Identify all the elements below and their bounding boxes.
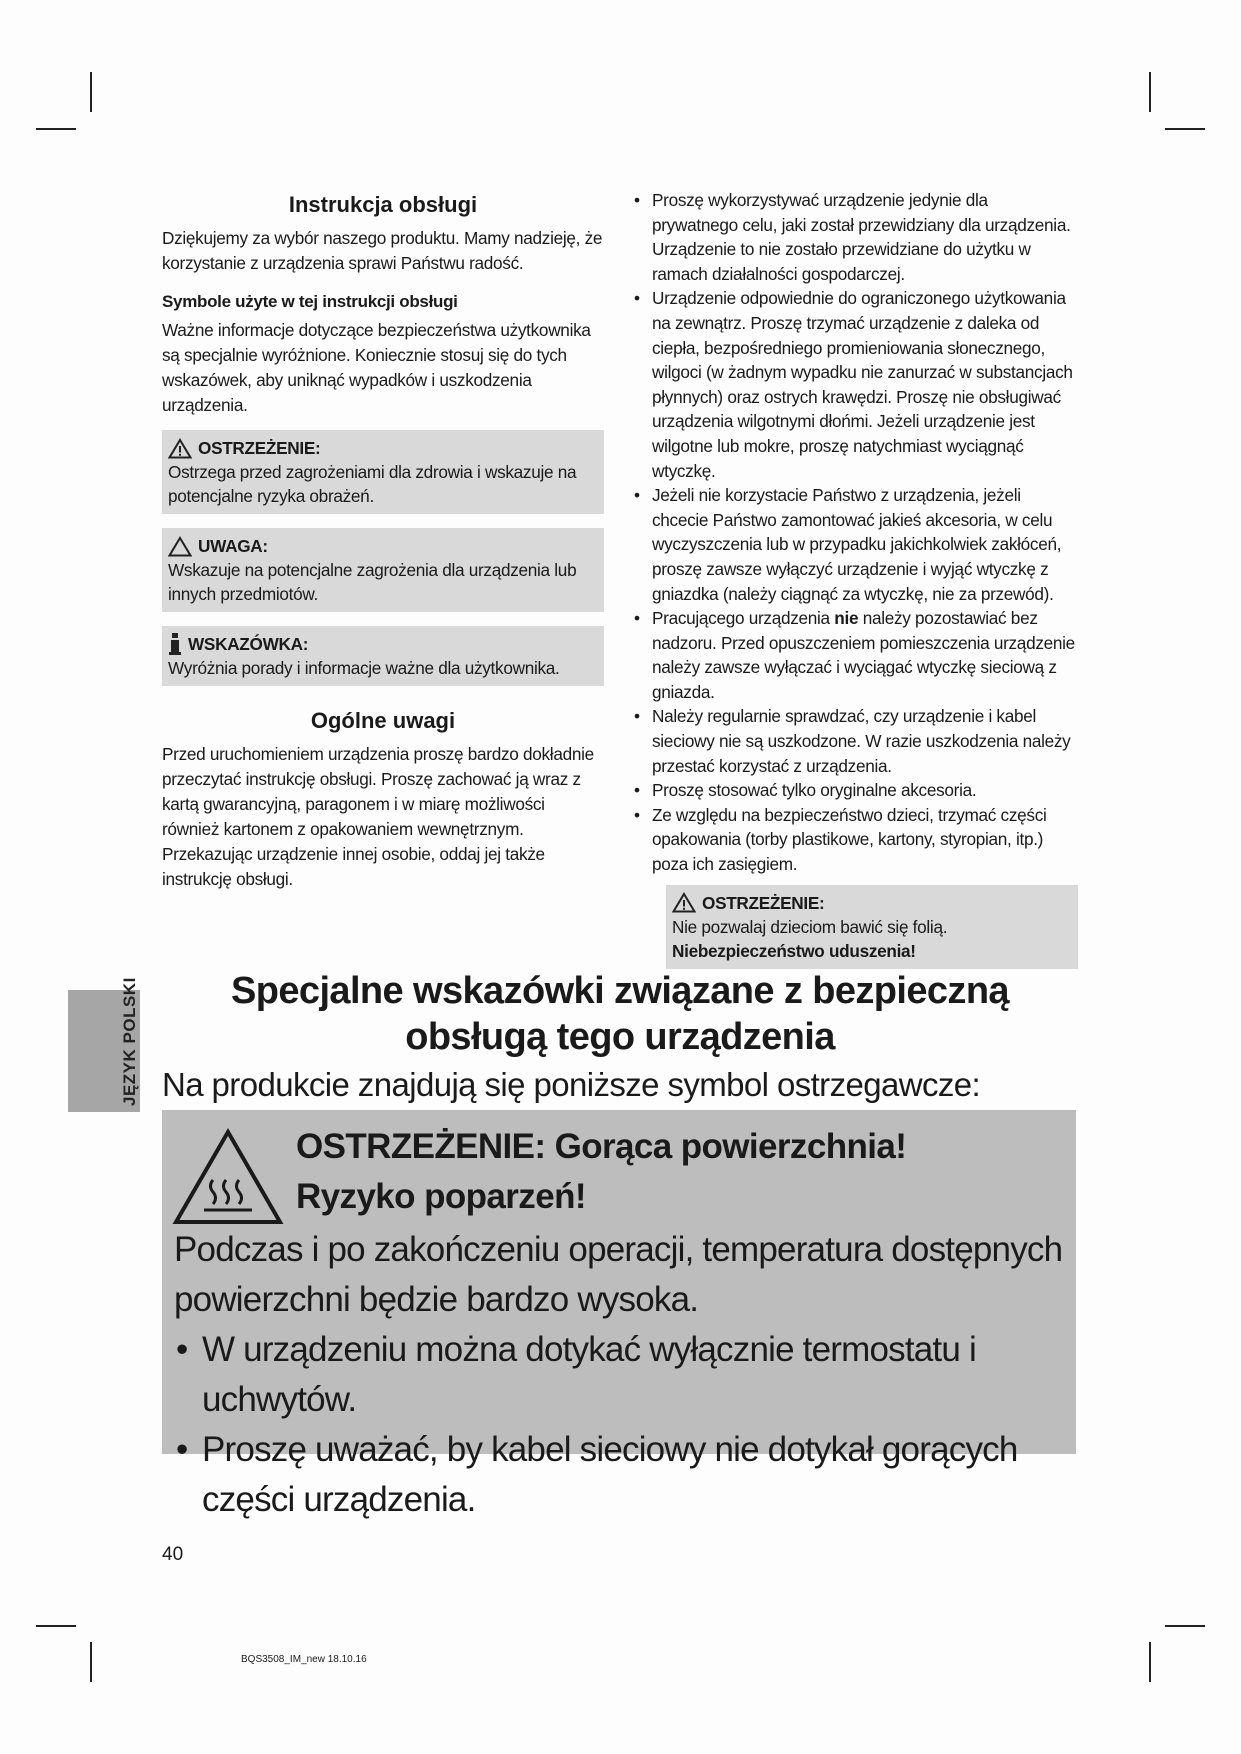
note-box-text: Wyróżnia porady i informacje ważne dla użytkownika. — [168, 658, 560, 678]
page-number: 40 — [162, 1544, 184, 1565]
crop-mark — [36, 1625, 76, 1627]
warning-box-text: Ostrzega przed zagrożeniami dla zdrowia i wskazuje na potencjalne ryzyka obrażeń. — [168, 462, 577, 506]
list-item: • Należy regularnie sprawdzać, czy urządzenie i kabel sieciowy nie są uszkodzone. W razie uszkodzenia należy przestać korzystać z urządzenia. — [632, 704, 1078, 778]
caution-box-text: Wskazuje na potencjalne zagrożenia dla urządzenia lub innych przedmiotów. — [168, 560, 577, 604]
symbols-text: Ważne informacje dotyczące bezpieczeństwa użytkownika są specjalnie wyróżnione. Koniecznie stosuj się do tych wskazówek, aby uniknąć wypadków i uszkodzenia urządzenia. — [162, 320, 591, 415]
list-item-text: Pracującego urządzenia — [652, 608, 835, 629]
crop-mark — [36, 128, 76, 130]
crop-mark — [1149, 72, 1151, 112]
general-title: Ogólne uwagi — [310, 708, 456, 733]
warning-triangle-icon — [672, 892, 696, 913]
special-intro: Na produkcie znajdują się poniższe symbol ostrzegawcze: — [162, 1066, 981, 1103]
special-title-line2: obsługą tego urządzenia — [405, 1016, 835, 1058]
crop-mark — [1165, 128, 1205, 130]
note-box — [162, 626, 604, 686]
caution-box-title: UWAGA: — [198, 536, 268, 556]
hot-surface-title-line2: Ryzyko poparzeń! — [296, 1177, 586, 1216]
info-icon — [168, 633, 182, 655]
crop-mark — [1165, 1625, 1205, 1627]
warning-triangle-icon — [168, 438, 192, 459]
list-item: • Ze względu na bezpieczeństwo dzieci, trzymać części opakowania (torby plastikowe, kartony, styropian, itp.) poza ich zasięgiem. — [632, 803, 1078, 877]
intro-text: Dziękujemy za wybór naszego produktu. Mamy nadzieję, że korzystanie z urządzenia sprawi Państwu radość. — [162, 228, 603, 273]
general-text: Przed uruchomieniem urządzenia proszę bardzo dokładnie przeczytać instrukcję obsługi. Proszę zachować ją wraz z kartą gwarancyjną, paragonem i w miarę możliwości również kartonem z opakowaniem wewnętrznym. Przekazując urządzenie innej osobie, oddaj jej także instrukcję obsługi. — [162, 744, 594, 889]
special-title-line1: Specjalne wskazówki związane z bezpieczną — [231, 970, 1009, 1012]
list-item: • Proszę uważać, by kabel sieciowy nie dotykał gorących części urządzenia. — [174, 1425, 1070, 1525]
list-item: • Urządzenie odpowiednie do ograniczonego użytkowania na zewnątrz. Proszę trzymać urządzenie z daleka od ciepła, bezpośredniego promieniowania słonecznego, wilgoci (w żadnym wypadku nie zanurzać w substancjach płynnych) oraz ostrych krawędzi. Proszę nie obsługiwać urządzenia wilgotnymi dłońmi. Jeżeli urządzenie jest wilgotne lub mokre, proszę natychmiast wyciągnąć wtyczkę. — [632, 286, 1078, 483]
children-warning-text — [672, 915, 1070, 963]
hot-surface-title-line1: OSTRZEŻENIE: Gorąca powierzchnia! — [296, 1127, 907, 1166]
safety-list — [632, 188, 1078, 877]
crop-mark — [90, 72, 92, 112]
symbols-heading: Symbole użyte w tej instrukcji obsługi — [162, 292, 458, 311]
children-warning-text-bold: Niebezpieczeństwo uduszenia! — [672, 940, 916, 961]
list-item: • Jeżeli nie korzystacie Państwo z urządzenia, jeżeli chcecie Państwo zamontować jakieś akcesoria, w celu wyczyszczenia lub w przypadku jakichkolwiek zakłóceń, proszę zawsze wyłączyć urządzenie i wyjąć wtyczkę z gniazdka (należy ciągnąć za wtyczkę, nie za przewód). — [632, 483, 1078, 606]
caution-box — [162, 528, 604, 612]
hot-surface-warning-box — [162, 1110, 1076, 1519]
hot-surface-title — [296, 1122, 906, 1222]
hot-surface-text — [174, 1225, 1070, 1525]
crop-mark — [1149, 1642, 1151, 1682]
language-tab-label: JĘZYK POLSKI — [120, 977, 139, 1106]
warning-box-title: OSTRZEŻENIE: — [198, 438, 321, 458]
list-item: • Proszę wykorzystywać urządzenie jedynie dla prywatnego celu, jaki został przewidziany dla urządzenia. Urządzenie to nie zostało przewidziane do użytku w ramach działalności gospodarczej. — [632, 188, 1078, 286]
footer-code: BQS3508_IM_new 18.10.16 — [241, 1654, 367, 1665]
list-item: • W urządzeniu można dotykać wyłącznie termostatu i uchwytów. — [174, 1325, 1070, 1425]
special-title — [162, 968, 1078, 1060]
children-warning-title: OSTRZEŻENIE: — [702, 892, 825, 913]
list-item-text: należy pozostawiać bez nadzoru. Przed opuszczeniem pomieszczenia urządzenie należy zawsze wyłączać i wyciągać wtyczkę sieciową z gniazda. — [652, 608, 1075, 702]
caution-triangle-icon — [168, 536, 192, 557]
warning-box — [162, 430, 604, 514]
left-column — [162, 192, 604, 892]
list-item: • Proszę stosować tylko oryginalne akcesoria. — [632, 778, 1078, 803]
list-item — [632, 606, 1078, 704]
list-item-bold: nie — [834, 608, 859, 629]
hot-surface-icon — [172, 1128, 284, 1226]
children-warning-box — [666, 885, 1078, 969]
right-column — [632, 192, 1078, 969]
section-title: Instrukcja obsługi — [288, 192, 478, 217]
children-warning-text-plain: Nie pozwalaj dzieciom bawić się folią. — [672, 916, 948, 937]
hot-surface-list — [174, 1325, 1070, 1525]
note-box-title: WSKAZÓWKA: — [188, 634, 309, 654]
crop-mark — [90, 1642, 92, 1682]
hot-surface-description: Podczas i po zakończeniu operacji, temperatura dostępnych powierzchni będzie bardzo wysoka. — [174, 1230, 1063, 1319]
